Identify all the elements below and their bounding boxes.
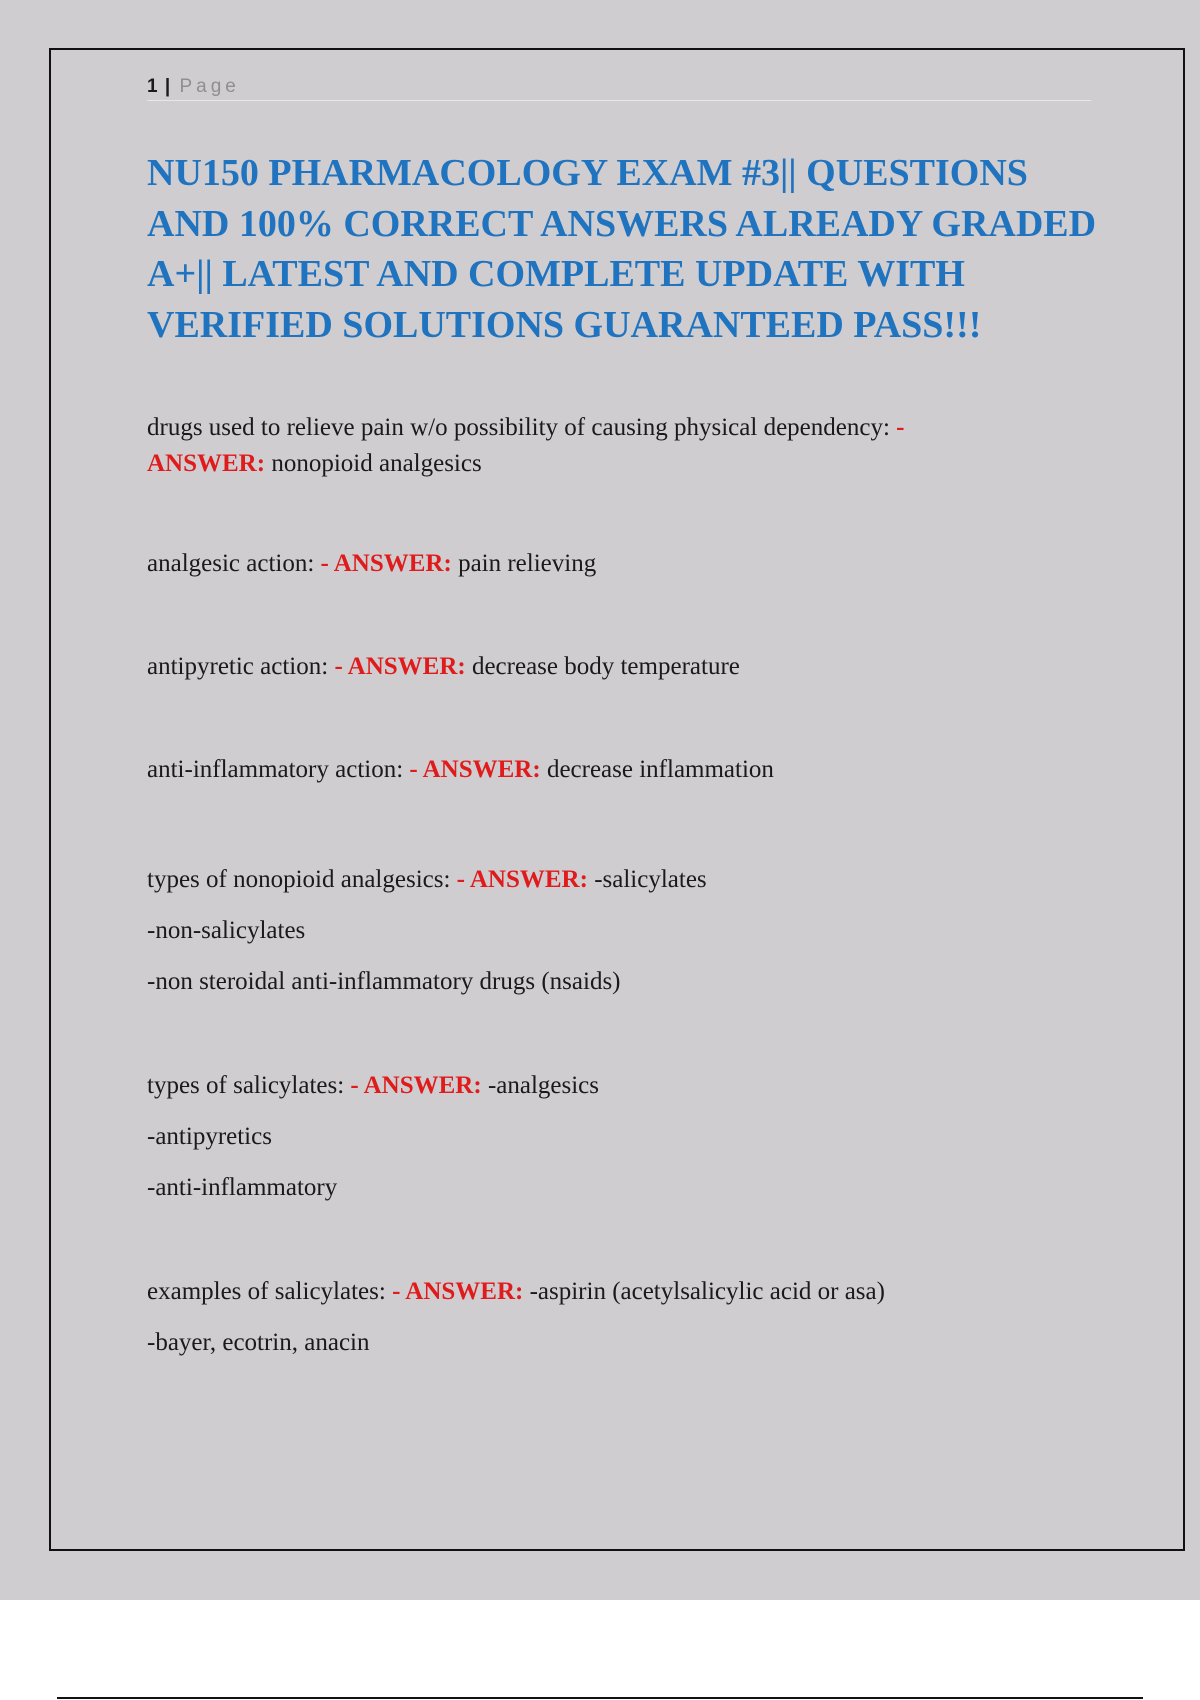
answer-text: -analgesics — [481, 1072, 599, 1099]
qa-item — [147, 546, 1107, 582]
question-text: drugs used to relieve pain w/o possibility of causing physical dependency: — [147, 414, 897, 441]
qa-line — [147, 752, 1107, 788]
answer-marker: - ANSWER: — [320, 550, 452, 577]
qa-line — [147, 410, 967, 482]
qa-line — [147, 649, 1107, 685]
answer-text: -salicylates — [587, 866, 707, 893]
qa-item — [147, 1266, 1107, 1368]
question-text: antipyretic action: — [147, 653, 335, 680]
qa-item — [147, 752, 1107, 788]
page-header-separator: | — [164, 76, 171, 97]
answer-text: nonopioid analgesics — [265, 450, 482, 477]
qa-extra-line: -bayer, ecotrin, anacin — [147, 1329, 370, 1356]
question-text: analgesic action: — [147, 550, 321, 577]
qa-extra-line: -non-salicylates — [147, 917, 306, 944]
qa-item — [147, 854, 1107, 1007]
answer-marker: - ANSWER: — [392, 1278, 524, 1305]
document-page — [49, 48, 1185, 1551]
page-header — [147, 76, 1091, 101]
answer-marker: - ANSWER: — [147, 414, 910, 477]
page-word: Page — [179, 76, 240, 97]
document-title: NU150 PHARMACOLOGY EXAM #3|| QUESTIONS AND 100% CORRECT ANSWERS ALREADY GRADED A+|| LATEST AND COMPLETE UPDATE WITH VERIFIED SOLUTIONS GUARANTEED PASS!!! — [147, 152, 1097, 346]
answer-text: -aspirin (acetylsalicylic acid or asa) — [523, 1278, 885, 1305]
answer-marker: - ANSWER: — [456, 866, 588, 893]
qa-item — [147, 410, 1107, 482]
question-text: types of nonopioid analgesics: — [147, 866, 457, 893]
qa-line — [147, 1060, 1107, 1111]
qa-extra-line: -antipyretics — [147, 1123, 272, 1150]
page-number: 1 — [147, 76, 158, 97]
answer-marker: - ANSWER: — [334, 653, 466, 680]
qa-item — [147, 649, 1107, 685]
qa-item — [147, 1060, 1107, 1213]
qa-extra-line: -anti-inflammatory — [147, 1174, 338, 1201]
answer-marker: - ANSWER: — [409, 756, 541, 783]
answer-text: decrease body temperature — [465, 653, 740, 680]
qa-line — [147, 854, 1107, 905]
qa-line — [147, 1266, 1107, 1317]
question-text: examples of salicylates: — [147, 1278, 393, 1305]
qa-line — [147, 546, 1107, 582]
answer-text: pain relieving — [451, 550, 597, 577]
qa-extra-line: -non steroidal anti-inflammatory drugs (nsaids) — [147, 968, 621, 995]
question-text: types of salicylates: — [147, 1072, 351, 1099]
footer-divider — [57, 1697, 1143, 1699]
answer-marker: - ANSWER: — [350, 1072, 482, 1099]
question-text: anti-inflammatory action: — [147, 756, 410, 783]
answer-text: decrease inflammation — [540, 756, 774, 783]
